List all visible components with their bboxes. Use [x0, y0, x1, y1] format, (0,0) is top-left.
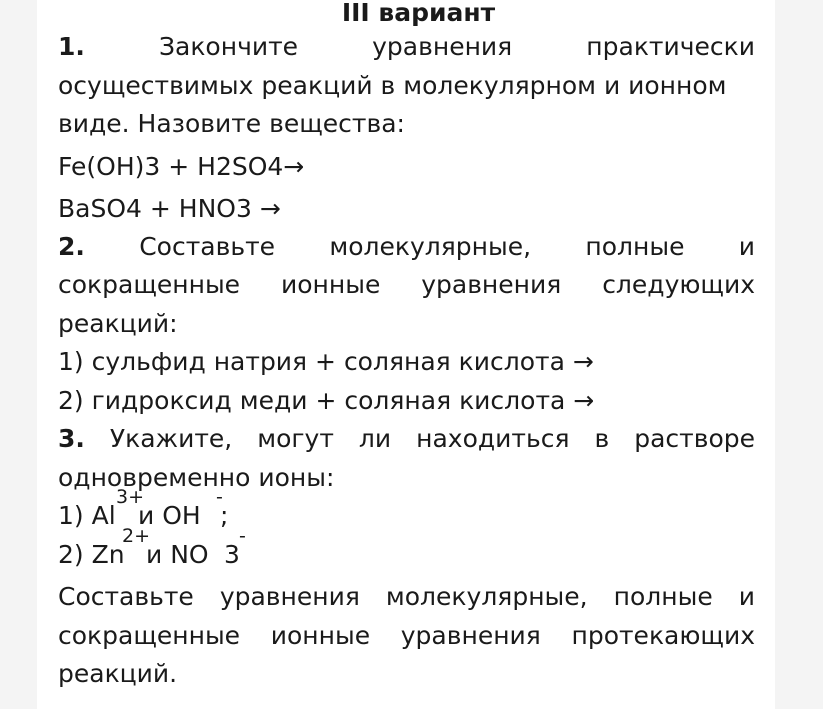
ion1-charge-al: 3+	[116, 486, 145, 508]
page-title: III вариант	[341, 0, 496, 27]
document-page	[37, 0, 775, 709]
equation-2: BaSO4 + HNO3 →	[58, 193, 281, 223]
task1-line1: 1. Закончите уравнения практически	[58, 32, 755, 61]
task2-number: 2.	[58, 231, 85, 261]
task2-line3: реакций:	[58, 308, 178, 338]
ion-pair-2: 2) Zn 2+ и NO 3 -	[58, 524, 246, 569]
task1-line2: осуществимых реакций в молекулярном и ионном	[58, 70, 727, 100]
final-line1: Составьте уравнения молекулярные, полные и	[58, 582, 755, 611]
task2-item2: 2) гидроксид меди + соляная кислота →	[58, 385, 595, 415]
task1-number: 1.	[58, 32, 85, 61]
task2-line2: сокращенные ионные уравнения следующих	[58, 270, 756, 299]
ion2-charge-zn: 2+	[122, 524, 151, 547]
task2-item1: 1) сульфид натрия + соляная кислота →	[58, 347, 594, 376]
ion-pair-1: 1) Al 3+ и OH - ;	[58, 486, 229, 530]
final-line3: реакций.	[58, 659, 178, 688]
ion1-charge-oh: -	[216, 486, 223, 508]
task3-line2: одновременно ионы:	[58, 462, 335, 492]
ion2-charge-no3: -	[239, 524, 246, 547]
document-text	[58, 0, 755, 694]
task3-line1: 3. Укажите, могут ли находиться в растворе	[58, 424, 756, 453]
task2-line1: 2. Составьте молекулярные, полные и	[58, 231, 756, 261]
task1-line3: виде. Назовите вещества:	[58, 109, 405, 138]
equation-1: Fe(OH)3 + H2SO4→	[58, 151, 305, 181]
final-line2: сокращенные ионные уравнения протекающих	[58, 620, 755, 650]
task3-number: 3.	[58, 424, 85, 453]
